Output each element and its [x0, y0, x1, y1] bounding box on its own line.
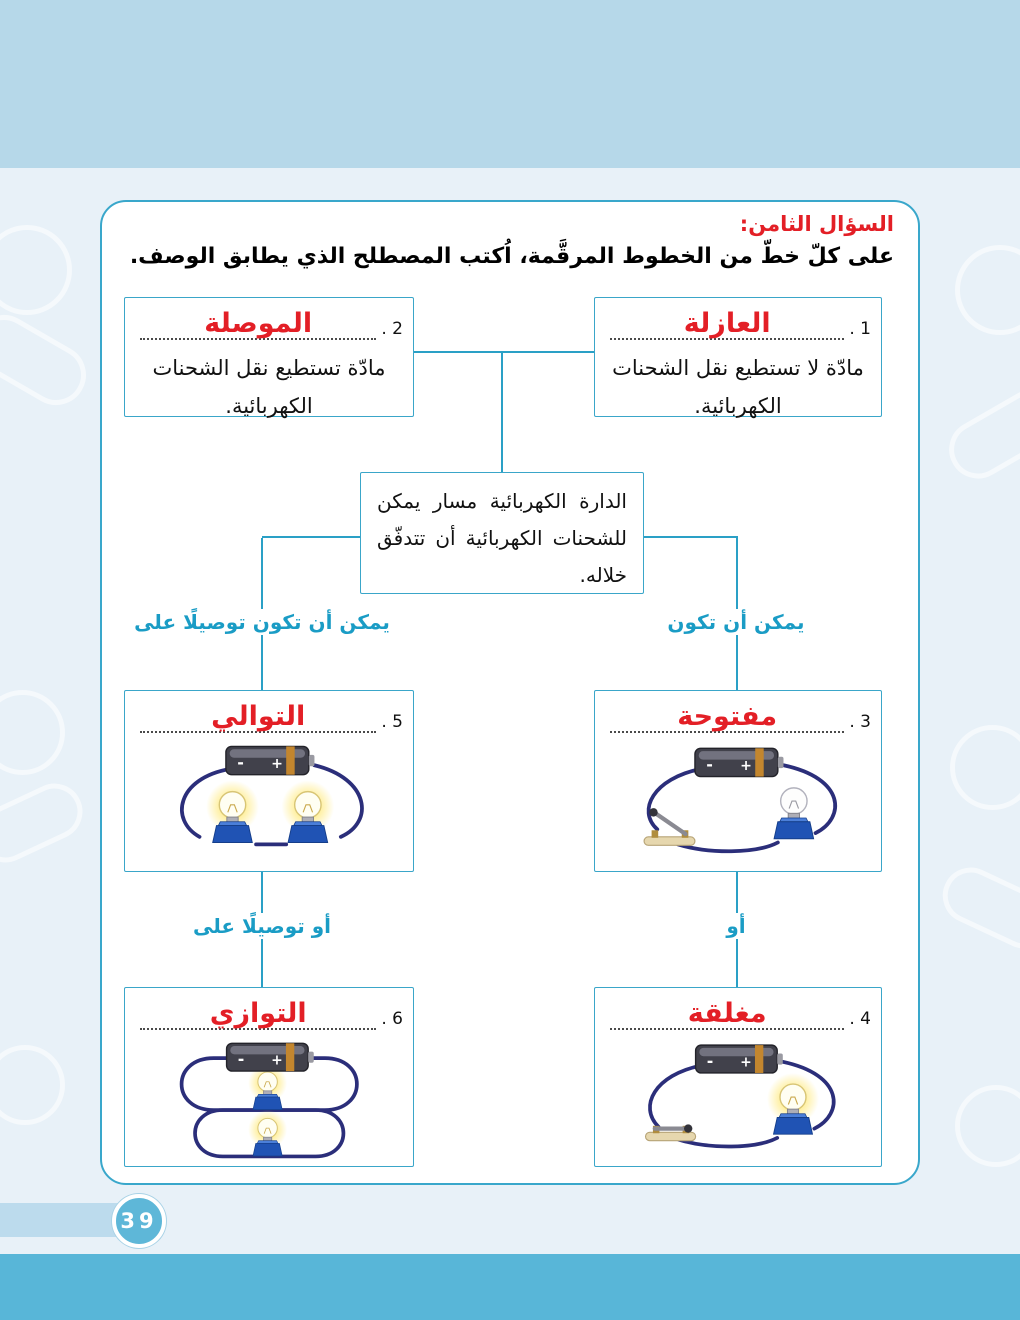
- background-deco: [0, 774, 92, 871]
- parallel-circuit-illustration: [125, 1034, 413, 1162]
- background-deco: [939, 379, 1020, 489]
- answer-row: [595, 691, 881, 733]
- node-open-circuit: [594, 690, 882, 872]
- top-band: [0, 0, 1020, 168]
- background-deco: [955, 1085, 1020, 1167]
- edge-label-or: أو: [716, 913, 755, 939]
- background-deco: [950, 725, 1020, 810]
- answer-closed: مغلقة: [687, 998, 767, 1029]
- question-title: السؤال الثامن:: [739, 212, 894, 236]
- battery-icon: [226, 1043, 313, 1071]
- node-conductor: [124, 297, 414, 417]
- answer-row: [595, 298, 881, 340]
- background-deco: [934, 858, 1020, 957]
- item-number-5: 5 .: [381, 712, 403, 732]
- item-number-3: 3 .: [849, 712, 871, 732]
- item-number-4: 4 .: [849, 1009, 871, 1029]
- node-parallel-circuit: [124, 987, 414, 1167]
- background-deco: [0, 225, 72, 315]
- page-number: 39: [120, 1209, 158, 1233]
- battery-icon: [226, 746, 315, 774]
- background-deco: [0, 1045, 65, 1125]
- answer-blank-1: [610, 302, 844, 340]
- item-number-2: 2 .: [381, 319, 403, 339]
- battery-icon: [695, 748, 784, 776]
- answer-row: [125, 298, 413, 340]
- connector-line: [501, 353, 503, 472]
- edge-label-can-be: يمكن أن تكون: [657, 609, 814, 635]
- wire: [650, 1066, 701, 1127]
- series-circuit-illustration: [125, 737, 413, 867]
- background-deco: [0, 690, 65, 775]
- lit-bulb-icon: [206, 780, 259, 842]
- node-series-circuit: [124, 690, 414, 872]
- question-instruction: على كلّ خطّ من الخطوط المرقَّمة، اُكتب المصطلح الذي يطابق الوصف.: [129, 244, 894, 269]
- background-deco: [955, 245, 1020, 335]
- closed-circuit-illustration: [595, 1034, 881, 1162]
- item-number-1: 1 .: [849, 319, 871, 339]
- answer-row: [595, 988, 881, 1030]
- answer-blank-3: [610, 695, 844, 733]
- page-number-badge: [112, 1194, 166, 1248]
- unlit-bulb-icon: [774, 788, 814, 839]
- battery-icon: [695, 1045, 782, 1073]
- lit-bulb-icon: [281, 780, 334, 842]
- circuit-definition-text: الدارة الكهربائية مسار يمكن للشحنات الكهربائية أن تتدفّق خلاله.: [377, 489, 627, 587]
- connector-line: [262, 536, 360, 538]
- edge-label-or-connected: أو توصيلًا على: [183, 913, 341, 939]
- answer-parallel: التوازي: [209, 998, 307, 1029]
- lit-bulb-icon: [248, 1110, 287, 1156]
- answer-open: مفتوحة: [677, 701, 778, 732]
- answer-row: [125, 691, 413, 733]
- answer-conductor: الموصلة: [204, 308, 313, 339]
- edge-label-can-be-connected: يمكن أن تكون توصيلًا على: [124, 609, 400, 635]
- wire: [648, 769, 700, 829]
- connector-line: [414, 351, 594, 353]
- background-deco: [0, 304, 97, 416]
- closed-switch-icon: [645, 1124, 695, 1140]
- conductor-description: مادّة تستطيع نقل الشحنات الكهربائية.: [152, 356, 386, 418]
- open-circuit-illustration: [595, 737, 881, 867]
- connector-line: [644, 536, 738, 538]
- answer-insulator: العازلة: [683, 308, 771, 339]
- answer-row: [125, 988, 413, 1030]
- answer-blank-5: [140, 695, 376, 733]
- answer-series: التوالي: [211, 701, 306, 732]
- item-number-6: 6 .: [381, 1009, 403, 1029]
- node-closed-circuit: [594, 987, 882, 1167]
- answer-blank-6: [140, 992, 376, 1030]
- open-switch-icon: [644, 808, 695, 845]
- lit-bulb-icon: [767, 1073, 819, 1134]
- concept-map-panel: [100, 200, 920, 1185]
- bottom-band: [0, 1254, 1020, 1320]
- insulator-description: مادّة لا تستطيع نقل الشحنات الكهربائية.: [612, 356, 864, 418]
- answer-blank-4: [610, 992, 844, 1030]
- node-circuit-definition: [360, 472, 644, 594]
- answer-blank-2: [140, 302, 376, 340]
- node-insulator: [594, 297, 882, 417]
